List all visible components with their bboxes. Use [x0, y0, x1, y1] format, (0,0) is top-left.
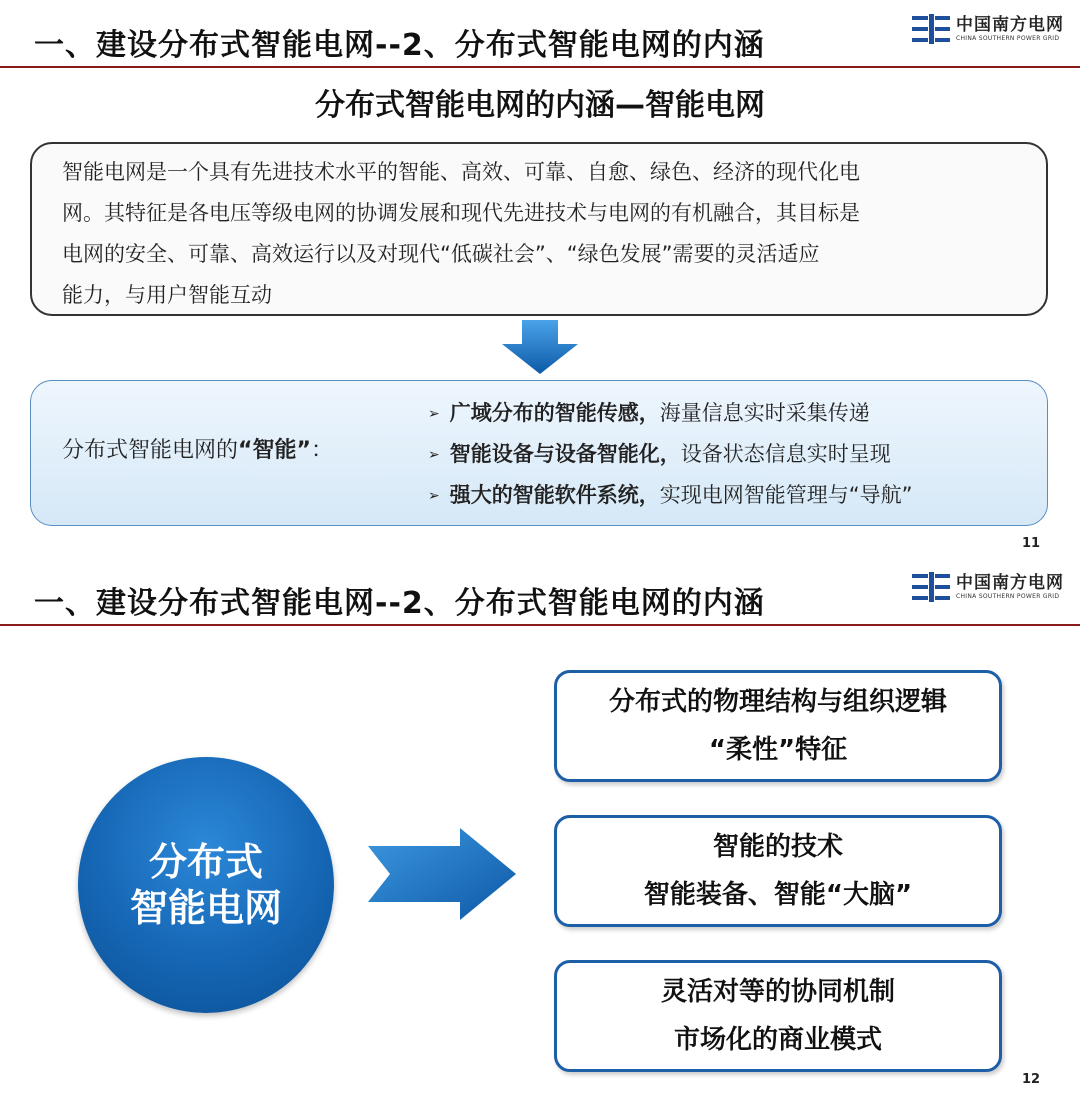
page-number: 11: [1022, 536, 1041, 551]
bullet-arrow-icon: ➢: [428, 488, 440, 504]
down-arrow-icon: [500, 320, 580, 376]
logo-name-en: CHINA SOUTHERN POWER GRID: [956, 34, 1060, 42]
bullet-bold: 广域分布的智能传感，: [449, 401, 660, 425]
title-rule: [0, 66, 1080, 68]
title-rule: [0, 624, 1080, 626]
feature-box-technology: [554, 815, 1002, 927]
feature-box-structure: [554, 670, 1002, 782]
smart-bullet-list: [428, 393, 913, 516]
smart-bullet-item: [428, 475, 913, 516]
csg-logo-icon: [912, 14, 950, 44]
smart-label: [62, 433, 333, 464]
bullet-bold: 智能设备与设备智能化，: [449, 442, 681, 466]
feature-box-mechanism: [554, 960, 1002, 1072]
csg-logo: [912, 572, 1064, 602]
feature-line: 市场化的商业模式: [673, 1025, 882, 1055]
core-circle: [78, 757, 334, 1013]
bullet-text: 实现电网智能管理与“导航”: [659, 483, 913, 507]
csg-logo-icon: [912, 572, 950, 602]
page-number: 12: [1022, 1072, 1041, 1087]
circle-line: 智能电网: [129, 886, 282, 930]
definition-line: 能力，与用户智能互动: [62, 283, 272, 307]
feature-line: 智能的技术: [712, 832, 843, 862]
slide1-title: 一、建设分布式智能电网--2、分布式智能电网的内涵: [34, 28, 765, 63]
smart-label-suffix: ：: [310, 438, 333, 463]
slide1-subtitle: 分布式智能电网的内涵—智能电网: [315, 88, 765, 123]
smart-bullet-item: [428, 434, 913, 475]
bullet-bold: 强大的智能软件系统，: [449, 483, 660, 507]
definition-box: [30, 142, 1048, 316]
bullet-arrow-icon: ➢: [428, 447, 440, 463]
csg-logo: [912, 14, 1064, 44]
logo-name-cn: 中国南方电网: [956, 14, 1064, 35]
bullet-arrow-icon: ➢: [428, 406, 440, 422]
definition-line: 网。其特征是各电压等级电网的协调发展和现代先进技术与电网的有机融合，其目标是: [62, 201, 860, 225]
smart-label-prefix: 分布式智能电网的: [62, 438, 239, 463]
logo-name-en: CHINA SOUTHERN POWER GRID: [956, 592, 1060, 600]
bullet-text: 设备状态信息实时呈现: [680, 442, 891, 466]
definition-line: 智能电网是一个具有先进技术水平的智能、高效、可靠、自愈、绿色、经济的现代化电: [62, 160, 860, 184]
smart-bullet-item: [428, 393, 913, 434]
smart-label-bold: “智能”: [238, 438, 311, 463]
definition-line: 电网的安全、可靠、高效运行以及对现代“低碳社会”、“绿色发展”需要的灵活适应: [62, 242, 820, 266]
feature-line: 分布式的物理结构与组织逻辑: [608, 687, 947, 717]
logo-name-cn: 中国南方电网: [956, 572, 1064, 593]
right-arrow-icon: [368, 828, 516, 920]
feature-line: 智能装备、智能“大脑”: [643, 880, 913, 910]
circle-line: 分布式: [148, 840, 263, 884]
slide2-title: 一、建设分布式智能电网--2、分布式智能电网的内涵: [34, 586, 765, 621]
feature-line: “柔性”特征: [708, 735, 848, 765]
bullet-text: 海量信息实时采集传递: [659, 401, 870, 425]
feature-line: 灵活对等的协同机制: [660, 977, 895, 1007]
